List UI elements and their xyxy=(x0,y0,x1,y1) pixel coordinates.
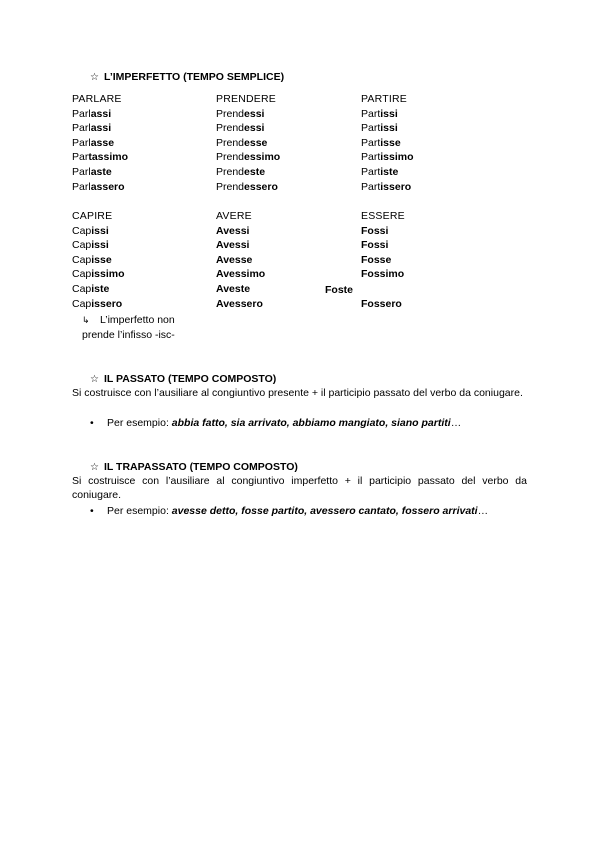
verb-stem: Prend xyxy=(216,165,245,178)
verb-stem: Prend xyxy=(216,151,245,164)
verb-ending: issimo xyxy=(91,268,125,281)
verb-ending: Avessi xyxy=(216,224,250,237)
conjugation-column-prendere xyxy=(216,92,356,194)
star-icon: ☆ xyxy=(90,374,99,385)
verb-ending: aste xyxy=(90,165,112,178)
column-header: PARLARE xyxy=(72,93,122,105)
verb-ending: Fossi xyxy=(361,224,389,237)
star-icon: ☆ xyxy=(90,462,99,473)
verb-ending: issi xyxy=(380,122,398,135)
verb-ending: assi xyxy=(90,122,112,135)
passato-example: • Per esempio: abbia fatto, sia arrivato, abbiamo mangiato, siano partiti… xyxy=(90,417,462,429)
verb-stem: Parl xyxy=(72,165,91,178)
bullet-icon: • xyxy=(90,505,94,517)
verb-ending: essimo xyxy=(244,151,281,164)
verb-ending: issi xyxy=(380,107,398,120)
verb-stem: Cap xyxy=(72,239,92,252)
verb-stem: Part xyxy=(361,107,381,120)
conjugation-form xyxy=(361,297,501,312)
conjugation-form xyxy=(216,238,356,253)
verb-stem: Prend xyxy=(216,122,245,135)
conjugation-form xyxy=(361,180,501,195)
verb-ending: isse xyxy=(91,253,112,266)
stray-foste: Foste xyxy=(325,284,354,296)
verb-ending: Fossimo xyxy=(361,268,405,281)
verb-stem: Cap xyxy=(72,282,92,295)
verb-ending: iste xyxy=(91,282,110,295)
column-header: CAPIRE xyxy=(72,210,113,222)
verb-stem: Part xyxy=(361,165,381,178)
verb-ending: issero xyxy=(380,180,412,193)
conjugation-form xyxy=(216,165,356,180)
conjugation-form xyxy=(361,253,501,268)
verb-ending: assi xyxy=(90,107,112,120)
verb-stem: Part xyxy=(361,180,381,193)
conjugation-form xyxy=(72,297,212,312)
verb-stem: Parl xyxy=(72,136,91,149)
verb-stem: Part xyxy=(361,136,381,149)
verb-stem: Part xyxy=(361,151,381,164)
column-header: AVERE xyxy=(216,210,252,222)
conjugation-form xyxy=(216,121,356,136)
verb-ending: Fosse xyxy=(361,253,392,266)
verb-ending: essero xyxy=(244,180,278,193)
verb-ending: este xyxy=(244,165,266,178)
conjugation-form xyxy=(361,165,501,180)
trapassato-description: Si costruisce con l’ausiliare al congiuntivo imperfetto + il participio passato del verbo da coniugare. xyxy=(72,475,527,501)
verb-stem: Parl xyxy=(72,180,91,193)
verb-ending: essi xyxy=(244,122,265,135)
conjugation-form xyxy=(361,136,501,151)
verb-ending: esse xyxy=(244,136,268,149)
conjugation-form xyxy=(72,253,212,268)
column-header: PRENDERE xyxy=(216,93,276,105)
verb-stem: Cap xyxy=(72,268,92,281)
verb-stem: Parl xyxy=(72,107,91,120)
verb-ending: assero xyxy=(90,180,125,193)
conjugation-form xyxy=(216,150,356,165)
verb-ending: issi xyxy=(91,239,109,252)
verb-ending: asse xyxy=(90,136,115,149)
conjugation-form xyxy=(72,238,212,253)
conjugation-column-parlare xyxy=(72,92,212,194)
conjugation-form xyxy=(216,136,356,151)
conjugation-column-capire xyxy=(72,209,212,311)
verb-stem: Prend xyxy=(216,107,245,120)
conjugation-form xyxy=(216,297,356,312)
trapassato-heading: ☆ IL TRAPASSATO (TEMPO COMPOSTO) xyxy=(90,461,298,473)
conjugation-form xyxy=(216,180,356,195)
verb-stem: Par xyxy=(72,151,89,164)
conjugation-form xyxy=(72,282,212,297)
trapassato-example: • Per esempio: avesse detto, fosse partito, avessero cantato, fossero arrivati… xyxy=(90,505,489,517)
conjugation-form xyxy=(72,136,212,151)
verb-stem: Parl xyxy=(72,122,91,135)
conjugation-form xyxy=(72,165,212,180)
star-icon: ☆ xyxy=(90,72,99,83)
passato-description: Si costruisce con l’ausiliare al congiuntivo presente + il participio passato del verbo da coniugare. xyxy=(72,387,523,399)
verb-ending: Avessi xyxy=(216,239,250,252)
verb-ending: issi xyxy=(91,224,109,237)
verb-ending: Fossero xyxy=(361,297,402,310)
conjugation-form xyxy=(72,121,212,136)
imperfetto-note: ↳ L’imperfetto non prende l’infisso -isc- xyxy=(82,314,175,341)
conjugation-form xyxy=(72,267,212,282)
verb-ending: Fossi xyxy=(361,239,389,252)
conjugation-form xyxy=(361,121,501,136)
conjugation-form xyxy=(72,224,212,239)
column-header: ESSERE xyxy=(361,210,405,222)
conjugation-form xyxy=(361,267,501,282)
verb-ending: Avessimo xyxy=(216,268,266,281)
conjugation-form xyxy=(216,253,356,268)
conjugation-form xyxy=(361,282,501,297)
conjugation-column-partire xyxy=(361,92,501,194)
conjugation-form xyxy=(216,107,356,122)
arrow-icon: ↳ xyxy=(82,315,90,325)
verb-stem: Prend xyxy=(216,180,245,193)
verb-stem: Cap xyxy=(72,297,92,310)
verb-stem: Prend xyxy=(216,136,245,149)
conjugation-form xyxy=(361,107,501,122)
conjugation-form xyxy=(361,224,501,239)
conjugation-form xyxy=(216,267,356,282)
verb-ending: Avessero xyxy=(216,297,263,310)
conjugation-form xyxy=(72,150,212,165)
verb-ending: iste xyxy=(380,165,399,178)
conjugation-form xyxy=(361,238,501,253)
verb-stem: Cap xyxy=(72,224,92,237)
conjugation-form xyxy=(216,224,356,239)
verb-stem: Cap xyxy=(72,253,92,266)
column-header: PARTIRE xyxy=(361,93,407,105)
passato-heading: ☆ IL PASSATO (TEMPO COMPOSTO) xyxy=(90,373,277,385)
imperfetto-heading: ☆ L’IMPERFETTO (TEMPO SEMPLICE) xyxy=(90,71,285,83)
verb-ending: issimo xyxy=(380,151,414,164)
verb-ending: isse xyxy=(380,136,401,149)
verb-ending: essi xyxy=(244,107,265,120)
verb-ending: issero xyxy=(91,297,123,310)
conjugation-form xyxy=(72,107,212,122)
verb-ending: Avesse xyxy=(216,253,253,266)
conjugation-column-essere xyxy=(361,209,501,311)
verb-ending: tassimo xyxy=(88,151,129,164)
verb-ending: Aveste xyxy=(216,282,251,295)
bullet-icon: • xyxy=(90,417,94,429)
conjugation-form xyxy=(361,150,501,165)
conjugation-form xyxy=(72,180,212,195)
verb-stem: Part xyxy=(361,122,381,135)
